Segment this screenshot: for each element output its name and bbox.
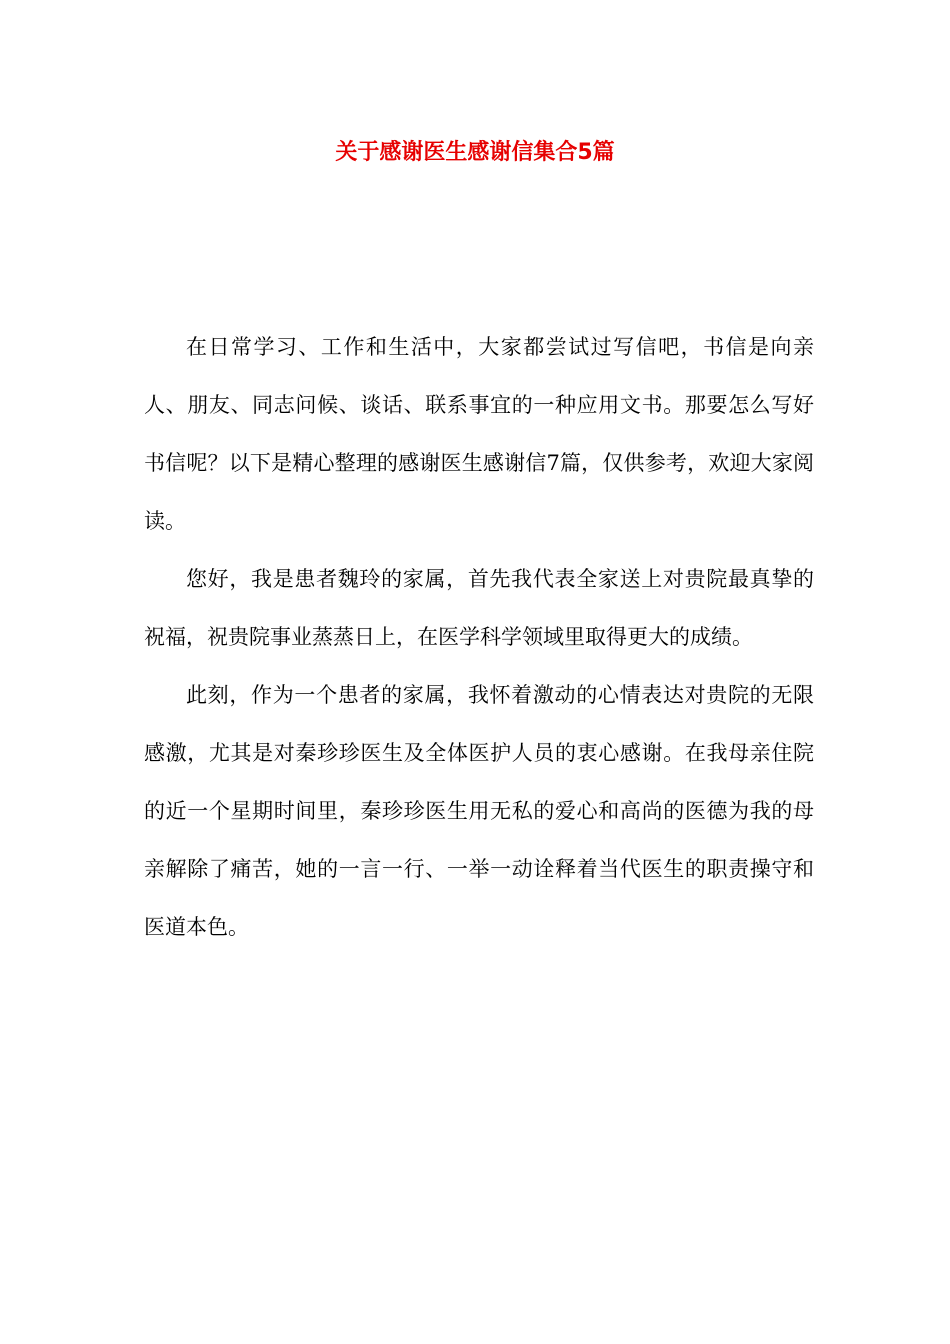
document-body xyxy=(144,318,814,956)
paragraph-greeting: 您好，我是患者魏玲的家属，首先我代表全家送上对贵院最真挚的祝福，祝贵院事业蒸蒸日上，在医学科学领域里取得更大的成绩。 xyxy=(144,567,814,649)
paragraph-intro: 在日常学习、工作和生活中，大家都尝试过写信吧，书信是向亲人、朋友、同志问候、谈话、联系事宜的一种应用文书。那要怎么写好书信呢？以下是精心整理的感谢医生感谢信7篇，仅供参考，欢迎大家阅读。 xyxy=(144,335,814,533)
paragraph-gratitude: 此刻，作为一个患者的家属，我怀着激动的心情表达对贵院的无限感激，尤其是对秦珍珍医生及全体医护人员的衷心感谢。在我母亲住院的近一个星期时间里，秦珍珍医生用无私的爱心和高尚的医德为我的母亲解除了痛苦，她的一言一行、一举一动诠释着当代医生的职责操守和医道本色。 xyxy=(144,683,814,939)
document-title: 关于感谢医生感谢信集合5篇 xyxy=(335,140,615,165)
